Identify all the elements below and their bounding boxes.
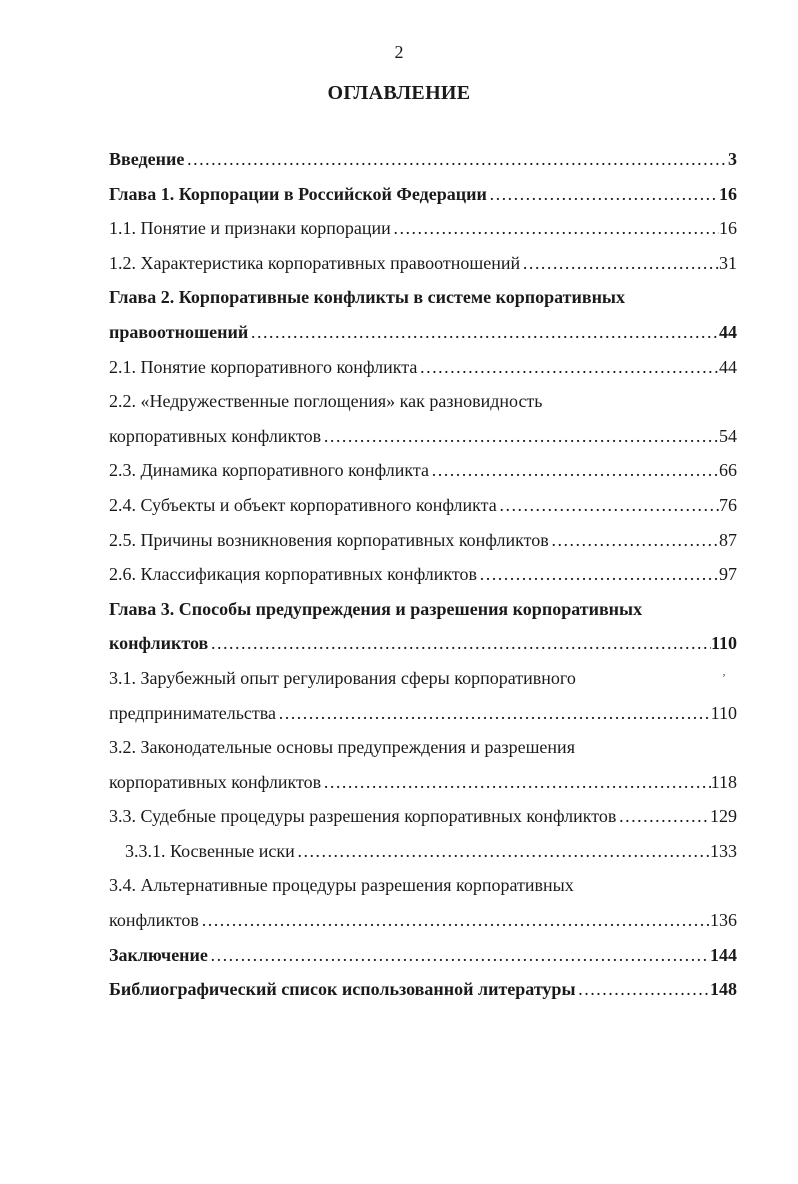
toc-leader-dots <box>477 564 719 585</box>
toc-entry-title: Библиографический список использованной литературы <box>109 979 576 1000</box>
toc-entry-title: Введение <box>109 149 185 169</box>
toc-entry-title: 2.1. Понятие корпоративного конфликта <box>109 356 418 377</box>
toc-entry <box>109 737 737 772</box>
toc-entry-title: Глава 3. Способы предупреждения и разрешения корпоративных <box>109 598 643 619</box>
toc-leader-dots <box>487 184 719 205</box>
page-number: 2 <box>394 42 404 62</box>
toc-entry-page: 97 <box>719 564 737 585</box>
toc-entry <box>109 218 737 253</box>
toc-entry-title: 1.2. Характеристика корпоративных правоотношений <box>109 252 521 273</box>
toc-entry-title: конфликтов <box>109 633 209 654</box>
toc-leader-dots <box>208 633 711 654</box>
toc-leader-dots <box>248 322 719 343</box>
toc-entry <box>109 703 737 738</box>
toc-entry-title: предпринимательства <box>109 702 277 723</box>
toc-entry-title: 3.3. Судебные процедуры разрешения корпоративных конфликтов <box>109 806 617 827</box>
toc-entry-page: 144 <box>710 944 737 965</box>
toc-entry <box>109 391 737 426</box>
toc-entry <box>109 253 737 288</box>
toc-leader-dots <box>520 253 719 274</box>
toc-entry <box>109 945 737 980</box>
toc-entry <box>109 599 737 634</box>
toc-entry-title: 3.4. Альтернативные процедуры разрешения корпоративных <box>109 875 574 896</box>
toc-entry-page: 133 <box>710 840 737 861</box>
toc-entry <box>109 184 737 219</box>
toc-entry <box>109 979 737 1014</box>
toc-leader-dots <box>391 218 719 239</box>
toc-entry <box>109 564 737 599</box>
toc-entry <box>109 460 737 495</box>
toc-entry-title: корпоративных конфликтов <box>109 425 322 446</box>
toc-entry-title: правоотношений <box>109 321 249 342</box>
toc-leader-dots <box>276 703 711 724</box>
toc-leader-dots <box>321 426 719 447</box>
stray-mark: ʼ <box>722 671 726 685</box>
toc-leader-dots <box>208 945 710 966</box>
toc-entry <box>109 149 737 184</box>
toc-entry-title: конфликтов <box>109 910 199 931</box>
toc-entry <box>109 426 737 461</box>
toc-entry-page: 110 <box>710 702 737 723</box>
toc-entry-title: Глава 2. Корпоративные конфликты в системе корпоративных <box>109 287 625 308</box>
page-title: ОГЛАВЛЕНИЕ <box>327 82 471 104</box>
toc-entry-title: 2.5. Причины возникновения корпоративных конфликтов <box>109 529 549 550</box>
toc-entry-page: 118 <box>710 771 737 792</box>
toc-entry <box>109 772 737 807</box>
toc-leader-dots <box>184 149 728 170</box>
toc-entry-title: 2.3. Динамика корпоративного конфликта <box>109 460 429 481</box>
toc-entry <box>109 495 737 530</box>
toc-entry-page: 16 <box>719 218 737 239</box>
toc-entry <box>109 633 737 668</box>
toc-entry <box>109 530 737 565</box>
toc-entry <box>109 806 737 841</box>
toc-entry <box>109 322 737 357</box>
toc-entry <box>109 875 737 910</box>
toc-entry <box>109 668 737 703</box>
toc-leader-dots <box>429 460 719 481</box>
toc-entry-title: 2.4. Субъекты и объект корпоративного конфликта <box>109 494 497 515</box>
toc-entry-page: 44 <box>719 356 737 377</box>
toc-entry <box>109 287 737 322</box>
toc-leader-dots <box>321 772 711 793</box>
toc-entry <box>109 841 737 876</box>
toc-entry-page: 54 <box>719 425 737 446</box>
toc-entry-title: 3.2. Законодательные основы предупреждения и разрешения <box>109 737 575 758</box>
toc-entry-page: 76 <box>719 494 737 515</box>
toc-entry-page: 87 <box>719 529 737 550</box>
toc-entry-page: 3 <box>728 149 737 169</box>
toc-entry-page: 16 <box>719 183 737 204</box>
toc-entry-page: 148 <box>710 979 737 1000</box>
toc-leader-dots <box>417 357 719 378</box>
toc-leader-dots <box>497 495 719 516</box>
toc-leader-dots <box>549 530 719 551</box>
toc-entry-title: 1.1. Понятие и признаки корпорации <box>109 218 391 239</box>
toc-entry-title: Глава 1. Корпорации в Российской Федерации <box>109 183 487 204</box>
table-of-contents <box>109 149 737 1014</box>
toc-entry <box>109 910 737 945</box>
toc-leader-dots <box>576 979 711 1000</box>
toc-entry-title: корпоративных конфликтов <box>109 771 322 792</box>
toc-leader-dots <box>295 841 710 862</box>
toc-entry-page: 129 <box>710 806 737 827</box>
toc-entry-page: 110 <box>710 633 737 654</box>
toc-entry <box>109 357 737 392</box>
toc-entry-page: 66 <box>719 460 737 481</box>
toc-entry-page: 44 <box>719 321 737 342</box>
toc-leader-dots <box>616 806 710 827</box>
toc-entry-title: 3.1. Зарубежный опыт регулирования сферы корпоративного <box>109 667 576 688</box>
toc-entry-page: 31 <box>719 252 737 273</box>
toc-entry-title: 2.2. «Недружественные поглощения» как разновидность <box>109 391 543 412</box>
toc-entry-page: 136 <box>710 910 737 931</box>
toc-entry-title: Заключение <box>109 944 208 965</box>
toc-entry-title: 3.3.1. Косвенные иски <box>125 840 295 861</box>
toc-leader-dots <box>199 910 710 931</box>
toc-entry-title: 2.6. Классификация корпоративных конфликтов <box>109 564 478 585</box>
